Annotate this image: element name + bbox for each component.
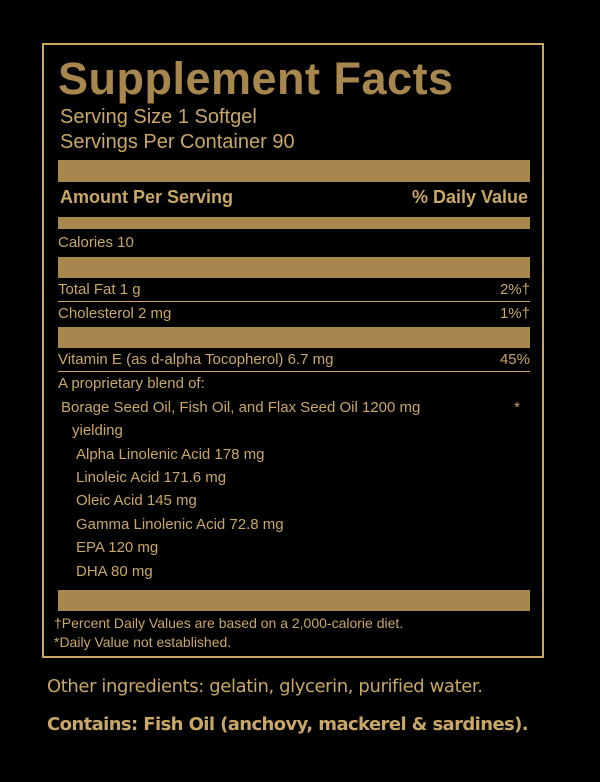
- blend-daily-value: *: [514, 399, 520, 416]
- calories-row: [58, 234, 530, 251]
- calories-label: Calories 10: [58, 234, 134, 251]
- divider-bar-thick: [58, 327, 530, 348]
- serving-size: Serving Size 1 Softgel: [60, 106, 257, 128]
- other-ingredients: Other ingredients: gelatin, glycerin, purified water.: [47, 676, 483, 697]
- nutrient-daily-value: 2%†: [499, 281, 530, 298]
- nutrient-label: Cholesterol 2 mg: [58, 305, 172, 322]
- component-label: Alpha Linolenic Acid 178 mg: [76, 446, 265, 463]
- allergen-contains: Contains: Fish Oil (anchovy, mackerel & sardines).: [47, 714, 529, 735]
- supplement-facts-panel: [42, 43, 544, 658]
- servings-per-container: Servings Per Container 90: [60, 131, 295, 153]
- blend-intro: [58, 375, 530, 392]
- component-label: Gamma Linolenic Acid 72.8 mg: [76, 516, 284, 533]
- nutrient-daily-value: 45%: [499, 351, 530, 368]
- yielding-label: yielding: [72, 422, 123, 439]
- blend-row: [61, 399, 530, 416]
- divider-bar-thick: [58, 590, 530, 611]
- nutrient-row: [58, 305, 530, 322]
- nutrient-row: [58, 351, 530, 368]
- nutrient-row: [58, 281, 530, 298]
- nutrient-label: Vitamin E (as d-alpha Tocopherol) 6.7 mg: [58, 351, 334, 368]
- component-label: EPA 120 mg: [76, 539, 159, 556]
- amount-per-serving-label: Amount Per Serving: [60, 187, 234, 207]
- blend-component: [76, 539, 530, 556]
- component-label: Oleic Acid 145 mg: [76, 492, 197, 509]
- divider-bar-thick: [58, 160, 530, 182]
- blend-name: Borage Seed Oil, Fish Oil, and Flax Seed Oil 1200 mg: [61, 399, 421, 416]
- divider-bar-thick: [58, 257, 530, 278]
- component-label: Linoleic Acid 171.6 mg: [76, 469, 227, 486]
- row-divider: [58, 371, 530, 372]
- footnote-not-established: *Daily Value not established.: [54, 634, 232, 650]
- amount-header: [60, 187, 528, 208]
- blend-component: [76, 446, 530, 463]
- divider-bar: [58, 217, 530, 229]
- nutrient-label: Total Fat 1 g: [58, 281, 141, 298]
- blend-component: [76, 469, 530, 486]
- blend-yielding: [72, 422, 530, 439]
- blend-component: [76, 516, 530, 533]
- component-label: DHA 80 mg: [76, 563, 153, 580]
- nutrient-daily-value: 1%†: [499, 305, 530, 322]
- blend-component: [76, 563, 530, 580]
- row-divider: [58, 301, 530, 302]
- daily-value-label: % Daily Value: [411, 187, 528, 207]
- footnote-daily-values: †Percent Daily Values are based on a 2,000-calorie diet.: [54, 615, 404, 631]
- blend-intro-label: A proprietary blend of:: [58, 375, 205, 392]
- panel-title: Supplement Facts: [58, 53, 454, 104]
- blend-component: [76, 492, 530, 509]
